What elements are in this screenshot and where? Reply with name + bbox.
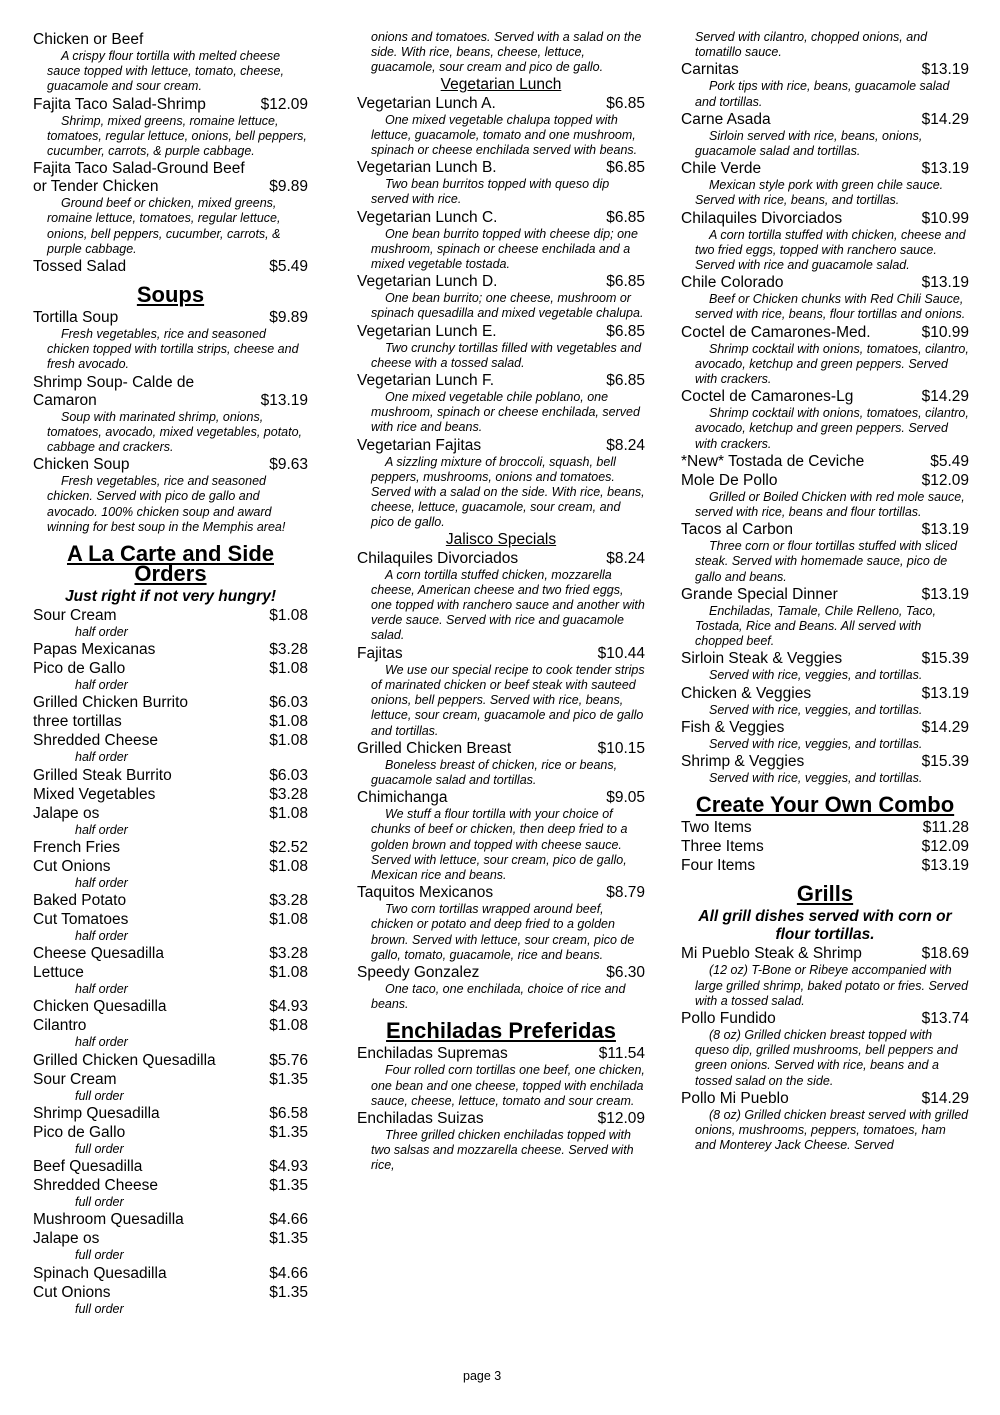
menu-item [681, 274, 969, 292]
menu-item-name: three tortillas [33, 713, 122, 731]
menu-item-description: Beef or Chicken chunks with Red Chili Sauce, served with rice, beans, flour tortillas and onions. [695, 292, 966, 322]
menu-item-description: Sirloin served with rice, beans, onions, guacamole salad and tortillas. [695, 128, 923, 159]
menu-item-price: $6.85 [606, 94, 645, 112]
page-number: page 3 [463, 1369, 502, 1383]
menu-item-price: $14.29 [921, 110, 969, 128]
menu-item [357, 789, 645, 807]
menu-item-name: Three Items [681, 838, 764, 856]
menu-item-name: Cut Onions [33, 1283, 111, 1301]
menu-item-description: Boneless breast of chicken, rice or beans, guacamole salad and tortillas. [371, 757, 618, 787]
menu-item-name: Jalape os [33, 1230, 100, 1248]
menu-item-description: One taco, one enchilada, choice of rice and beans. [371, 981, 626, 1012]
menu-item-description: Fresh vegetables, rice and seasoned chicken topped with tortilla strips, cheese and fresh avocado. [47, 327, 299, 372]
menu-item-price: $4.66 [269, 1264, 308, 1282]
menu-item-name: Grilled Chicken Breast [357, 739, 512, 757]
menu-column-right [681, 30, 969, 1153]
menu-item [357, 1045, 645, 1063]
menu-item-description: Soup with marinated shrimp, onions, tomatoes, avocado, mixed vegetables, potato, cabbage and crackers. [47, 409, 303, 455]
menu-item-price: $1.35 [269, 1283, 308, 1301]
menu-item [33, 786, 308, 804]
menu-item-name: Mi Pueblo Steak & Shrimp [681, 945, 862, 963]
menu-item [357, 964, 645, 982]
menu-item-name: Taquitos Mexicanos [357, 884, 494, 902]
section-tagline: All grill dishes served with corn or flour tortillas. [698, 908, 952, 944]
menu-item-name: Jalape os [33, 804, 100, 822]
menu-item [681, 650, 969, 668]
menu-item-description: Fresh vegetables, rice and seasoned chicken. Served with pico de gallo and avocado. 100% chicken soup and award winning for best soup in the Memphis area! [47, 474, 286, 534]
menu-item-description: We use our special recipe to cook tender strips of marinated chicken or beef steak with sauteed onions, bell peppers. Served with rice, beans, lettuce, sour cream, guacamole and pico de gallo and tortillas. [371, 662, 645, 738]
menu-item [357, 95, 645, 113]
menu-item-description: Shrimp cocktail with onions, tomatoes, cilantro, avocado, ketchup and green peppers. Served with crackers. [695, 406, 969, 451]
section-heading: Soups [136, 282, 205, 308]
menu-item-price: $12.09 [921, 838, 969, 856]
menu-item [33, 96, 308, 114]
menu-item-price: $9.89 [269, 309, 308, 327]
menu-item [33, 607, 308, 625]
menu-item-name: French Fries [33, 838, 120, 856]
menu-item [33, 374, 308, 410]
menu-item-price: $15.39 [921, 650, 969, 668]
menu-item [357, 884, 645, 902]
menu-item [681, 324, 969, 342]
subsection-heading: Vegetarian Lunch [440, 75, 562, 93]
menu-item-price: $6.30 [606, 963, 645, 981]
menu-item-price: $10.44 [597, 644, 645, 662]
menu-item-name: Sour Cream [33, 607, 117, 625]
menu-item-description: Four rolled corn tortillas one beef, one chicken, one bean and one cheese, topped with enchilada sauce, cheese, lettuce, tomato and sour cream. [371, 1063, 645, 1108]
menu-item-price: $5.49 [269, 258, 308, 276]
menu-item [681, 719, 969, 737]
menu-item [681, 753, 969, 771]
menu-item-name: Enchiladas Suizas [357, 1109, 484, 1127]
menu-item [357, 437, 645, 455]
menu-item [681, 857, 969, 875]
menu-item [33, 732, 308, 750]
menu-item-description: A crispy flour tortilla with melted cheese sauce topped with lettuce, tomato, cheese, guacamole and sour cream. [47, 49, 284, 94]
menu-item-price: $9.89 [269, 178, 308, 196]
menu-item [33, 1284, 308, 1302]
menu-item [681, 1090, 969, 1108]
menu-item-description: Served with rice, veggies, and tortillas. [709, 702, 923, 717]
menu-item-description: (8 oz) Grilled chicken breast topped with queso dip, grilled mushrooms, bell peppers and green onions. Served with rice, beans and a tossed salad on the side. [695, 1027, 958, 1088]
menu-item-name: Four Items [681, 857, 756, 875]
menu-item-name: Sirloin Steak & Veggies [681, 650, 843, 668]
section-heading: Grills [796, 881, 854, 907]
menu-item [33, 1265, 308, 1283]
menu-item [33, 839, 308, 857]
menu-item-price: $14.29 [921, 718, 969, 736]
menu-item-price: $8.79 [606, 884, 645, 902]
menu-item-price: $3.28 [269, 945, 308, 963]
menu-item-name: Shredded Cheese [33, 732, 158, 750]
menu-item-price: $13.19 [921, 684, 969, 702]
menu-item [681, 111, 969, 129]
menu-item-price: $13.19 [921, 857, 969, 875]
portion-note: half order [75, 625, 128, 640]
menu-item-name: Enchiladas Supremas [357, 1045, 508, 1063]
menu-item-description: Enchiladas, Tamale, Chile Relleno, Taco, Tostada, Rice and Beans. All served with chopped beef. [695, 603, 936, 649]
menu-item-price: $6.58 [269, 1104, 308, 1122]
section-heading: Create Your Own Combo [695, 792, 955, 818]
menu-item-price: $1.35 [269, 1070, 308, 1088]
menu-item-price: $14.29 [921, 1089, 969, 1107]
menu-item [33, 1177, 308, 1195]
portion-note: full order [75, 1088, 124, 1103]
menu-item-price: $6.85 [606, 372, 645, 390]
menu-item-name: Chimichanga [357, 789, 448, 807]
menu-item-name: Sour Cream [33, 1070, 117, 1088]
menu-item-price: $11.28 [922, 819, 969, 837]
menu-item-price: $6.85 [606, 322, 645, 340]
menu-item-name: Mushroom Quesadilla [33, 1211, 184, 1229]
menu-item-price: $1.35 [269, 1177, 308, 1195]
menu-item-name: Chicken or Beef [33, 31, 144, 48]
menu-item-price: $2.52 [269, 838, 308, 856]
menu-item-description: Shrimp cocktail with onions, tomatoes, cilantro, avocado, ketchup and green peppers. Served with crackers. [695, 341, 969, 387]
portion-note: half order [75, 750, 128, 765]
menu-item-price: $1.35 [269, 1230, 308, 1248]
menu-item-price: $12.09 [597, 1109, 645, 1127]
menu-item-price: $6.03 [269, 694, 308, 712]
menu-item [357, 159, 645, 177]
menu-item-name: Pico de Gallo [33, 1123, 126, 1141]
menu-item-name: Chilaquiles Divorciados [681, 209, 843, 227]
menu-item [357, 372, 645, 390]
portion-note: half order [75, 678, 128, 693]
menu-item-price: $9.05 [606, 789, 645, 807]
menu-item-name: Spinach Quesadilla [33, 1264, 167, 1282]
menu-item-price: $11.54 [598, 1045, 645, 1063]
menu-item-price: $8.24 [606, 549, 645, 567]
menu-item [33, 767, 308, 785]
menu-item-name: Chicken & Veggies [681, 684, 812, 702]
menu-item-price: $6.85 [606, 159, 645, 177]
portion-note: full order [75, 1301, 124, 1316]
menu-item-name: Cut Tomatoes [33, 911, 129, 929]
portion-note: half order [75, 822, 128, 837]
portion-note: full order [75, 1195, 124, 1210]
menu-item [681, 160, 969, 178]
menu-item [357, 273, 645, 291]
menu-item [681, 819, 969, 837]
menu-item-description: onions and tomatoes. Served with a salad on the side. With rice, beans, cheese, lettuce, guacamole, sour cream and pico de gallo. [371, 30, 642, 75]
menu-column-left [33, 30, 308, 1317]
menu-item-description: Two bean burritos topped with queso dip served with rice. [371, 177, 610, 207]
menu-item [357, 209, 645, 227]
menu-item [681, 945, 969, 963]
menu-item [33, 456, 308, 474]
menu-item-name: Tacos al Carbon [681, 521, 794, 539]
menu-item [681, 838, 969, 856]
menu-item-price: $6.85 [606, 208, 645, 226]
menu-item [357, 550, 645, 568]
menu-item-description: Served with rice, veggies, and tortillas. [709, 771, 923, 786]
menu-item-name: Carne Asada [681, 110, 771, 128]
menu-item-name: Vegetarian Fajitas [357, 436, 482, 454]
portion-note: half order [75, 875, 128, 890]
menu-item-price: $1.08 [269, 964, 308, 982]
menu-item-price: $1.08 [269, 732, 308, 750]
menu-item [33, 160, 308, 196]
menu-item-price: $1.08 [269, 660, 308, 678]
menu-item-name: Chilaquiles Divorciados [357, 549, 519, 567]
menu-item-name: Grande Special Dinner [681, 585, 838, 603]
menu-item-name: Coctel de Camarones-Lg [681, 388, 854, 406]
section-heading: Enchiladas Preferidas [386, 1018, 616, 1044]
menu-item-price: $3.28 [269, 641, 308, 659]
menu-item [33, 911, 308, 929]
menu-item [33, 1211, 308, 1229]
menu-item-description: One bean burrito topped with cheese dip; one mushroom, spinach or cheese enchilada and a mixed vegetable tostada. [371, 226, 638, 272]
menu-item-price: $1.35 [269, 1123, 308, 1141]
menu-item-description: A corn tortilla stuffed with chicken, cheese and two fried eggs, topped with ranchero sauce. Served with rice and guacamole salad. [695, 227, 966, 273]
menu-item-name: Cut Onions [33, 857, 111, 875]
menu-item [33, 945, 308, 963]
menu-item-price: $5.76 [269, 1051, 308, 1069]
subsection-heading: Jalisco Specials [445, 530, 557, 548]
menu-item-name: Chicken Quesadilla [33, 998, 167, 1016]
menu-item-price: $13.19 [921, 274, 969, 292]
menu-item-name: Shredded Cheese [33, 1177, 158, 1195]
menu-item-price: $12.09 [260, 95, 308, 113]
menu-item-price: $4.66 [269, 1211, 308, 1229]
menu-item-description: One mixed vegetable chile poblano, one mushroom, spinach or cheese enchilada, served with rice and beans. [371, 390, 640, 435]
menu-item-name: Fish & Veggies [681, 718, 785, 736]
menu-item-name: Shrimp Quesadilla [33, 1104, 160, 1122]
menu-item [33, 964, 308, 982]
menu-item-name: Fajita Taco Salad-Shrimp [33, 95, 206, 113]
menu-item-price: $13.19 [921, 585, 969, 603]
menu-item [33, 858, 308, 876]
menu-item [33, 998, 308, 1016]
portion-note: half order [75, 929, 128, 944]
menu-item [33, 660, 308, 678]
menu-item [681, 388, 969, 406]
menu-item-price: $1.08 [269, 911, 308, 929]
menu-item-name: Vegetarian Lunch C. [357, 208, 498, 226]
menu-item-name: Vegetarian Lunch B. [357, 159, 497, 177]
menu-item-price: $14.29 [921, 388, 969, 406]
menu-item-name: Coctel de Camarones-Med. [681, 323, 871, 341]
menu-item [33, 31, 308, 49]
menu-item-price: $3.28 [269, 892, 308, 910]
menu-item [357, 645, 645, 663]
menu-item-name: Cheese Quesadilla [33, 945, 164, 963]
menu-item [681, 586, 969, 604]
menu-item [357, 323, 645, 341]
menu-item-name: Chile Verde [681, 160, 762, 178]
menu-item-price: $12.09 [921, 471, 969, 489]
menu-item-name: Speedy Gonzalez [357, 963, 480, 981]
menu-item-price: $3.28 [269, 785, 308, 803]
menu-item-description: Served with rice, veggies, and tortillas. [709, 668, 923, 683]
menu-item-price: $15.39 [921, 753, 969, 771]
menu-item-name: Grilled Chicken Quesadilla [33, 1051, 216, 1069]
menu-item-description: Ground beef or chicken, mixed greens, romaine lettuce, tomatoes, regular lettuce, onions, bell peppers, cucumber, carrots, & purple cabbage. [47, 196, 281, 256]
menu-item-description: A corn tortilla stuffed chicken, mozzarella cheese, American cheese and two fried eggs, one topped with ranchero sauce and another with verde sauce. Served with rice and guacamole salad. [371, 567, 645, 643]
menu-item-description: One bean burrito; one cheese, mushroom or spinach quesadilla and mixed vegetable chalupa. [371, 291, 644, 321]
menu-item-name: Papas Mexicanas [33, 641, 156, 659]
menu-item-description: Pork tips with rice, beans, guacamole salad and tortillas. [695, 79, 950, 109]
menu-item [33, 641, 308, 659]
menu-item-name: Tortilla Soup [33, 309, 119, 327]
menu-item-name: Shrimp & Veggies [681, 753, 805, 771]
menu-item [33, 1124, 308, 1142]
menu-item-price: $13.19 [921, 521, 969, 539]
menu-item [33, 1230, 308, 1248]
menu-item-name: Fajita Taco Salad-Ground Beef or Tender Chicken [33, 160, 245, 196]
menu-item [33, 1158, 308, 1176]
menu-item [33, 309, 308, 327]
menu-item-description: Three grilled chicken enchiladas topped with two salsas and mozzarella cheese. Served with rice, [371, 1127, 634, 1173]
menu-item-description: (12 oz) T-Bone or Ribeye accompanied with large grilled shrimp, baked potato or fries. Served with a tossed salad. [695, 963, 969, 1008]
menu-item-price: $6.03 [269, 766, 308, 784]
menu-item-name: Shrimp Soup- Calde de Camaron [33, 373, 195, 409]
menu-item [681, 685, 969, 703]
menu-item-price: $10.15 [597, 739, 645, 757]
menu-item-price: $1.08 [269, 607, 308, 625]
menu-item-price: $5.49 [930, 452, 969, 470]
menu-item [681, 210, 969, 228]
menu-item-name: Pico de Gallo [33, 660, 126, 678]
menu-item-price: $9.63 [269, 456, 308, 474]
menu-item-description: (8 oz) Grilled chicken breast served with grilled onions, mushrooms, peppers, tomatoes, ham and Monterey Jack Cheese. Served [695, 1107, 969, 1153]
menu-item-name: Beef Quesadilla [33, 1158, 143, 1176]
menu-column-middle [357, 30, 645, 1174]
menu-item-description: Three corn or flour tortillas stuffed with sliced steak. Served with homemade sauce, pico de gallo and beans. [695, 539, 958, 584]
menu-item [681, 61, 969, 79]
menu-item [33, 1071, 308, 1089]
menu-item-price: $10.99 [921, 323, 969, 341]
menu-item-name: Chile Colorado [681, 274, 784, 292]
menu-item-price: $8.24 [606, 436, 645, 454]
menu-item [681, 472, 969, 490]
menu-item-name: Tossed Salad [33, 258, 127, 276]
menu-item [33, 1105, 308, 1123]
menu-item-price: $1.08 [269, 857, 308, 875]
menu-item-name: Vegetarian Lunch A. [357, 94, 496, 112]
menu-item [681, 1010, 969, 1028]
menu-item-name: Baked Potato [33, 892, 127, 910]
portion-note: half order [75, 1035, 128, 1050]
menu-item [357, 740, 645, 758]
menu-item-price: $4.93 [269, 1158, 308, 1176]
menu-item-price: $13.74 [921, 1009, 969, 1027]
menu-item-name: Two Items [681, 819, 752, 837]
menu-item-name: Cilantro [33, 1017, 87, 1035]
menu-item-price: $6.85 [606, 273, 645, 291]
portion-note: full order [75, 1248, 124, 1263]
menu-item-name: Vegetarian Lunch D. [357, 273, 498, 291]
menu-item-price: $13.19 [260, 391, 308, 409]
menu-item-price: $1.08 [269, 713, 308, 731]
menu-item-name: Mole De Pollo [681, 471, 778, 489]
menu-item-price: $10.99 [921, 209, 969, 227]
menu-item-description: Served with cilantro, chopped onions, and tomatillo sauce. [695, 30, 928, 60]
menu-item-price: $1.08 [269, 1017, 308, 1035]
menu-item-name: Vegetarian Lunch E. [357, 322, 497, 340]
menu-item-description: Shrimp, mixed greens, romaine lettuce, tomatoes, regular lettuce, onions, bell peppers, cucumber, carrots, & purple cabbage. [47, 113, 307, 159]
menu-item-description: We stuff a flour tortilla with your choice of chunks of beef or chicken, then deep fried to a golden brown and topped with cheese sauce. Served with lettuce, sour cream, pico de gallo, Mexican rice and beans. [371, 807, 628, 882]
section-heading: A La Carte and Side Orders [66, 541, 274, 587]
menu-item [681, 521, 969, 539]
menu-item-name: Chicken Soup [33, 456, 130, 474]
menu-item [33, 258, 308, 276]
menu-item-name: Mixed Vegetables [33, 785, 156, 803]
menu-item-description: Two crunchy tortillas filled with vegetables and cheese with a tossed salad. [371, 340, 642, 370]
menu-item [33, 694, 308, 712]
menu-item-name: Pollo Fundido [681, 1009, 776, 1027]
menu-item-name: Grilled Steak Burrito [33, 766, 172, 784]
menu-item-name: Vegetarian Lunch F. [357, 372, 495, 390]
menu-item [681, 453, 969, 471]
menu-item-name: Carnitas [681, 61, 739, 79]
section-tagline: Just right if not very hungry! [65, 588, 276, 606]
menu-item-description: A sizzling mixture of broccoli, squash, bell peppers, mushrooms, onions and tomatoes. Served with a salad on the side. With rice, beans, cheese, lettuce, guacamole, sour cream, and pico de gallo. [371, 454, 645, 530]
menu-item-name: Grilled Chicken Burrito [33, 694, 189, 712]
menu-item-description: One mixed vegetable chalupa topped with lettuce, guacamole, tomato and one mushroom, spinach or cheese enchilada served with beans. [371, 112, 638, 158]
menu-item [33, 713, 308, 731]
menu-item [33, 805, 308, 823]
menu-item [33, 892, 308, 910]
menu-item [357, 1110, 645, 1128]
menu-item-description: Two corn tortillas wrapped around beef, chicken or potato and deep fried to a golden brown. Served with lettuce, sour cream, pico de gallo, tomato, guacamole, rice and beans. [371, 902, 635, 962]
portion-note: full order [75, 1141, 124, 1156]
menu-item-price: $4.93 [269, 998, 308, 1016]
menu-item-description: Grilled or Boiled Chicken with red mole sauce, served with rice, beans and flour tortillas. [695, 489, 965, 520]
menu-item-price: $18.69 [921, 945, 969, 963]
menu-item [33, 1017, 308, 1035]
menu-item-name: Lettuce [33, 964, 84, 982]
menu-item-price: $1.08 [269, 804, 308, 822]
menu-item-description: Served with rice, veggies, and tortillas. [709, 736, 923, 751]
portion-note: half order [75, 982, 128, 997]
menu-item [33, 1052, 308, 1070]
menu-item-name: Fajitas [357, 644, 403, 662]
menu-item-description: Mexican style pork with green chile sauce. Served with rice, beans, and tortillas. [695, 178, 944, 208]
menu-item-name: *New* Tostada de Ceviche [681, 452, 865, 470]
menu-item-price: $13.19 [921, 160, 969, 178]
menu-item-price: $13.19 [921, 61, 969, 79]
menu-item-name: Pollo Mi Pueblo [681, 1089, 789, 1107]
